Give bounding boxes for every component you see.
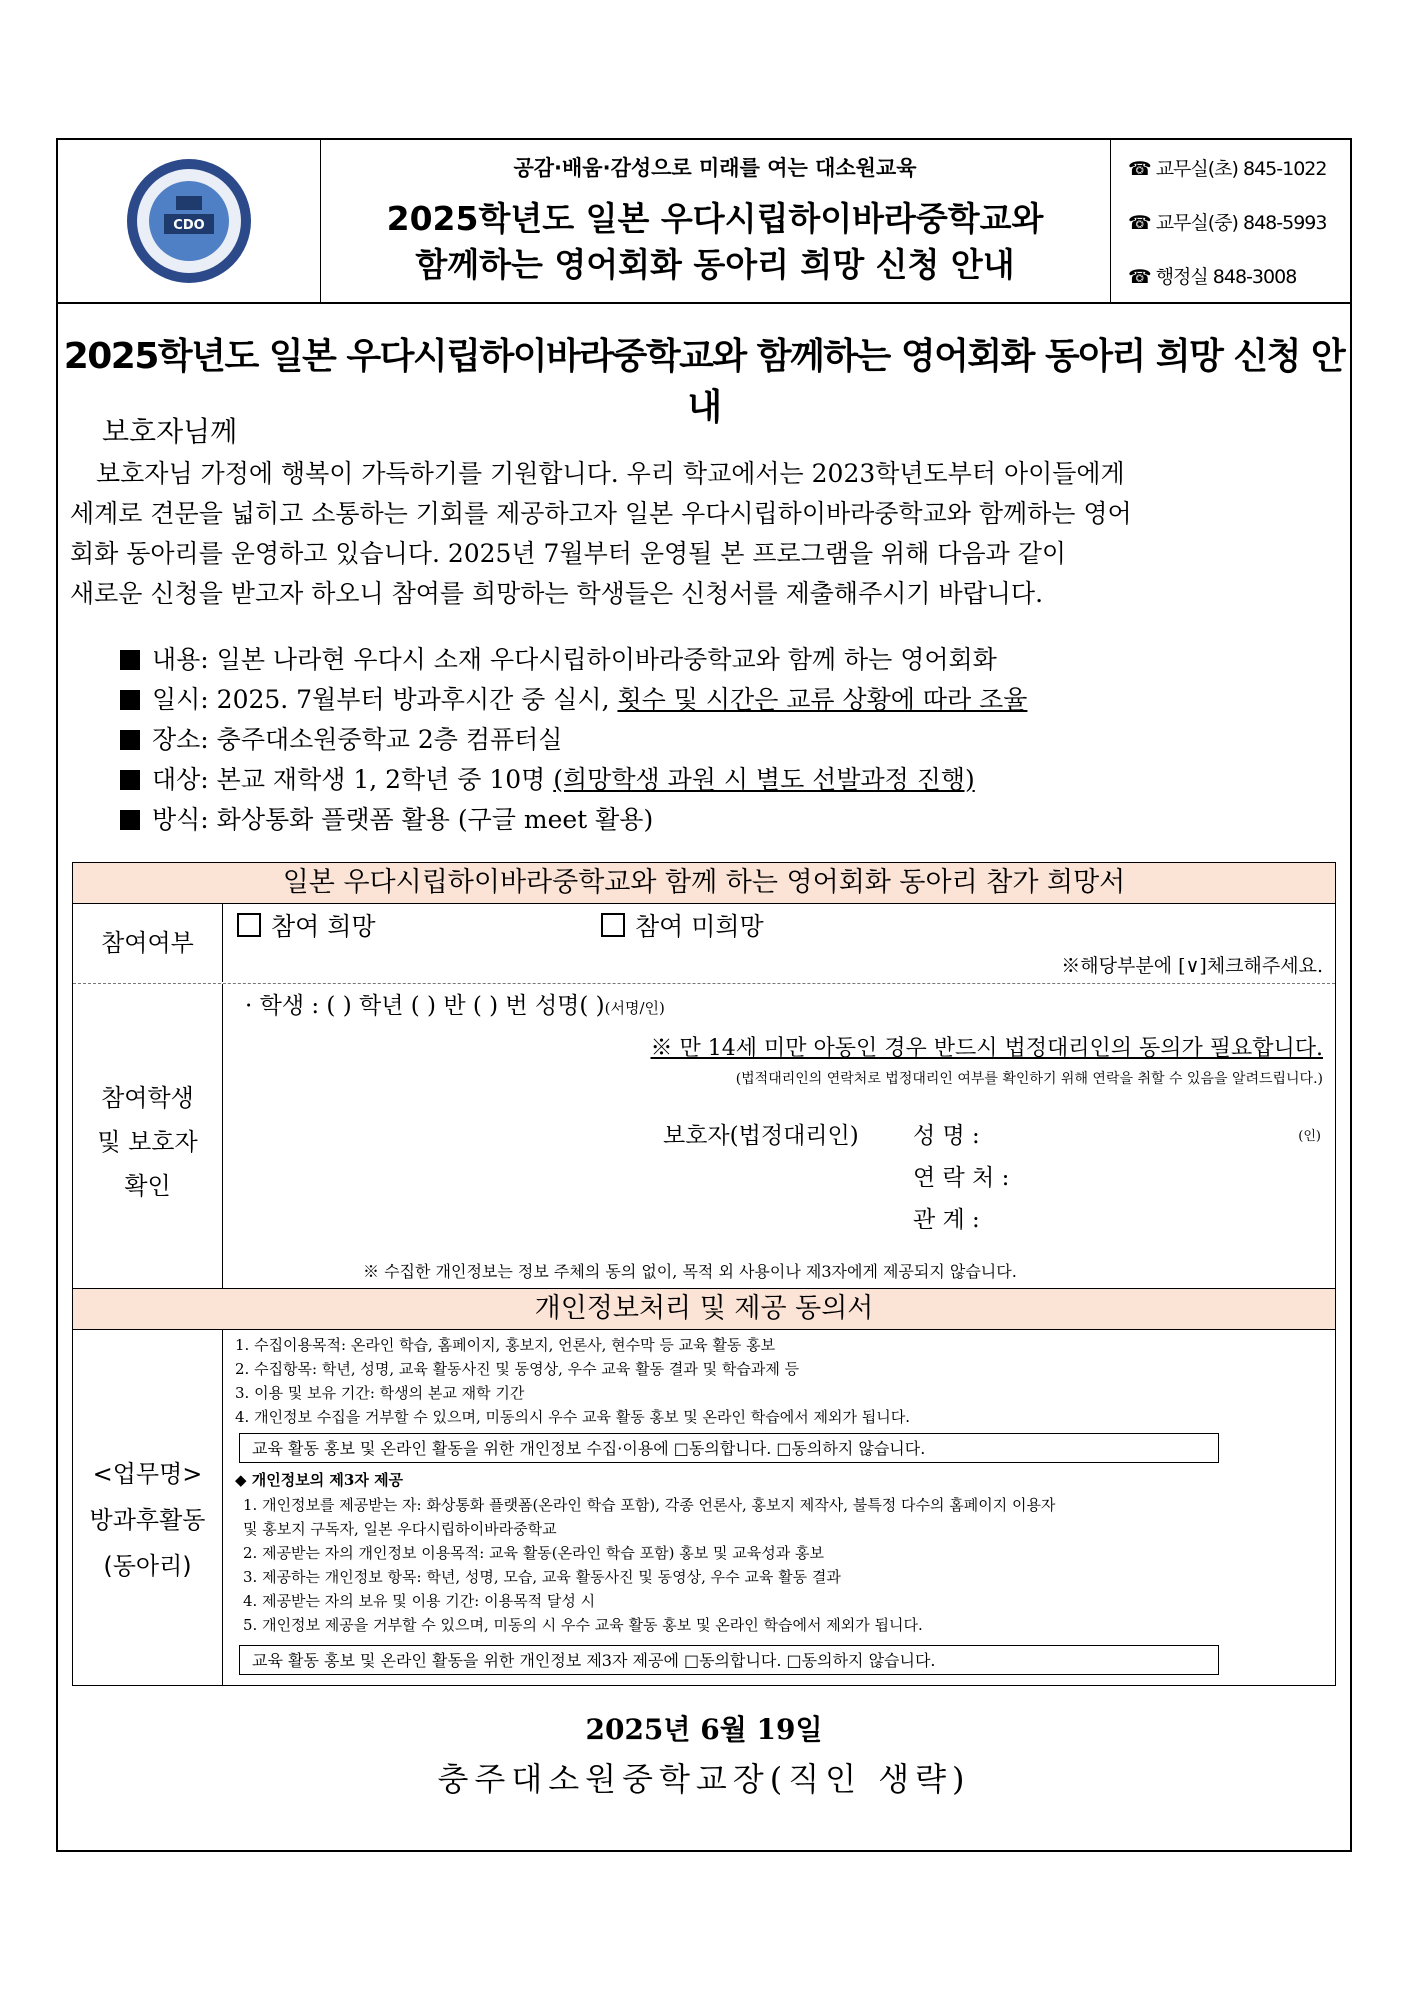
under14-subnote: (법적대리인의 연락처로 법정대리인 여부를 확인하기 위해 연락을 취할 수 있음을 알려드립니다.) (735, 1071, 1323, 1087)
school-motto: 공감·배움·감성으로 미래를 여는 대소원교육 (513, 156, 917, 180)
principal-signature: 충주대소원중학교장(직인 생략) (437, 1760, 971, 1798)
confirm-label-line: 및 보호자 (97, 1128, 198, 1156)
option-label: 참여 희망 (271, 912, 376, 941)
consent-collect-box[interactable]: 교육 활동 홍보 및 온라인 활동을 위한 개인정보 수집·이용에 □동의합니다. □동의하지 않습니다. (239, 1433, 1219, 1463)
collect-item: 1. 수집이용목적: 온라인 학습, 홈페이지, 홍보지, 언론사, 현수막 등 교육 활동 홍보 (235, 1336, 776, 1354)
page-title: 2025학년도 일본 우다시립하이바라중학교와 함께하는 영어회화 동아리 희망 신청 안내 (63, 336, 1345, 428)
square-bullet-icon (120, 770, 140, 790)
third-party-item: 3. 제공하는 개인정보 항목: 학년, 성명, 모습, 교육 활동사진 및 동영상, 우수 교육 활동 결과 (243, 1568, 841, 1586)
greeting: 보호자님께 (102, 415, 238, 448)
contact-cell (1110, 140, 1350, 302)
phone-elementary: ☎ 교무실(초) 845-1022 (1128, 158, 1327, 180)
logo-cell (58, 140, 321, 302)
square-bullet-icon (120, 810, 140, 830)
sign-hint: (서명/인) (604, 999, 665, 1017)
letterhead-title-cell (320, 140, 1111, 302)
third-party-item: 1. 개인정보를 제공받는 자: 화상통화 플랫폼(온라인 학습 포함), 각종 언론사, 홍보지 제작사, 불특정 다수의 홈페이지 이용자 (243, 1496, 1056, 1514)
intro-line: 새로운 신청을 받고자 하오니 참여를 희망하는 학생들은 신청서를 제출해주시기 바랍니다. (70, 579, 1044, 608)
intro-line: 회화 동아리를 운영하고 있습니다. 2025년 7월부터 운영될 본 프로그램을 위해 다음과 같이 (70, 539, 1066, 568)
square-bullet-icon (120, 690, 140, 710)
student-info-line[interactable] (245, 987, 665, 1020)
document-frame (56, 138, 1352, 1852)
bullet-schedule (120, 680, 1027, 716)
work-label-line: (동아리) (103, 1552, 192, 1580)
bullet-text: 일시: 2025. 7월부터 방과후시간 중 실시, (152, 685, 618, 714)
bullet-text: 방식: 화상통화 플랫폼 활용 (구글 meet 활용) (152, 805, 654, 834)
third-party-item: 5. 개인정보 제공을 거부할 수 있으며, 미동의 시 우수 교육 활동 홍보 및 온라인 학습에서 제외가 됩니다. (243, 1616, 923, 1634)
third-party-item: 4. 제공받는 자의 보유 및 이용 기간: 이용목적 달성 시 (243, 1592, 596, 1610)
guardian-relation-field[interactable]: 관 계 : (913, 1207, 980, 1233)
third-party-items (243, 1493, 1055, 1637)
guardian-seal: (인) (1298, 1129, 1321, 1144)
participation-label: 참여여부 (73, 904, 223, 982)
school-logo (124, 156, 254, 286)
collect-item: 4. 개인정보 수집을 거부할 수 있으며, 미동의시 우수 교육 활동 홍보 및 온라인 학습에서 제외가 됩니다. (235, 1408, 910, 1426)
consent-third-party-box[interactable]: 교육 활동 홍보 및 온라인 활동을 위한 개인정보 제3자 제공에 □동의합니다. □동의하지 않습니다. (239, 1645, 1219, 1675)
intro-paragraph (70, 454, 1332, 614)
bullet-place (120, 720, 562, 756)
confirm-label (73, 984, 223, 1288)
work-label-line: <업무명> (92, 1460, 203, 1488)
confirm-label-line: 참여학생 (101, 1084, 194, 1112)
guardian-name-field[interactable]: 성 명 : (913, 1123, 980, 1149)
letterhead-title (320, 196, 1110, 288)
option-no[interactable] (601, 907, 764, 943)
collect-item: 2. 수집항목: 학년, 성명, 교육 활동사진 및 동영상, 우수 교육 활동 결과 및 학습과제 등 (235, 1360, 800, 1378)
option-label: 참여 미희망 (635, 912, 764, 941)
letterhead (58, 140, 1350, 304)
collect-item: 3. 이용 및 보유 기간: 학생의 본교 재학 기간 (235, 1384, 525, 1402)
guardian-phone-field[interactable]: 연 락 처 : (913, 1165, 1010, 1191)
third-party-title: ◆ 개인정보의 제3자 제공 (235, 1471, 404, 1489)
check-note: ※해당부분에 [∨]체크해주세요. (1061, 955, 1323, 977)
bullet-text-underlined: (희망학생 과원 시 별도 선발과정 진행) (553, 765, 975, 794)
form-title: 일본 우다시립하이바라중학교와 함께 하는 영어회화 동아리 참가 희망서 (73, 863, 1335, 904)
phone-middle: ☎ 교무실(중) 848-5993 (1128, 212, 1327, 234)
logo-text: CDO (173, 218, 205, 233)
confirm-label-line: 확인 (124, 1172, 171, 1200)
student-info-text: · 학생 : ( ) 학년 ( ) 반 ( ) 번 성명( ) (245, 993, 605, 1019)
square-bullet-icon (120, 730, 140, 750)
bullet-text: 장소: 충주대소원중학교 2층 컴퓨터실 (152, 725, 563, 754)
collect-items (235, 1333, 910, 1429)
privacy-note: ※ 수집한 개인정보는 정보 주체의 동의 없이, 목적 외 사용이나 제3자에게 제공되지 않습니다. (363, 1262, 1017, 1281)
bullet-method (120, 800, 653, 836)
bullet-text: 내용: 일본 나라현 우다시 소재 우다시립하이바라중학교와 함께 하는 영어회화 (152, 645, 997, 674)
bullet-content (120, 640, 997, 676)
third-party-item: 및 홍보지 구독자, 일본 우다시립하이바라중학교 (243, 1520, 557, 1538)
bullet-target (120, 760, 975, 796)
phone-admin: ☎ 행정실 848-3008 (1128, 266, 1297, 288)
bullet-text: 대상: 본교 재학생 1, 2학년 중 10명 (152, 765, 554, 794)
checkbox-icon[interactable] (601, 913, 625, 937)
divider (73, 983, 1335, 984)
under14-note: ※ 만 14세 미만 아동인 경우 반드시 법정대리인의 동의가 필요합니다. (650, 1036, 1323, 1061)
third-party-item: 2. 제공받는 자의 개인정보 이용목적: 교육 활동(온라인 학습 포함) 홍보 및 교육성과 홍보 (243, 1544, 824, 1562)
application-form (72, 862, 1336, 1686)
checkbox-icon[interactable] (237, 913, 261, 937)
letterhead-title-line1: 2025학년도 일본 우다시립하이바라중학교와 (386, 199, 1044, 238)
intro-line: 보호자님 가정에 행복이 가득하기를 기원합니다. 우리 학교에서는 2023학년도부터 아이들에게 (96, 459, 1125, 488)
work-label (73, 1329, 223, 1685)
square-bullet-icon (120, 650, 140, 670)
intro-line: 세계로 견문을 넓히고 소통하는 기회를 제공하고자 일본 우다시립하이바라중학교와 함께하는 영어 (70, 499, 1132, 528)
guardian-label: 보호자(법정대리인) (663, 1123, 859, 1149)
issue-date: 2025년 6월 19일 (585, 1713, 823, 1746)
work-label-line: 방과후활동 (89, 1506, 206, 1534)
bullet-text-underlined: 횟수 및 시간은 교류 상황에 따라 조율 (617, 685, 1028, 714)
letterhead-title-line2: 함께하는 영어회화 동아리 희망 신청 안내 (415, 245, 1015, 284)
consent-title: 개인정보처리 및 제공 동의서 (73, 1288, 1335, 1330)
option-yes[interactable] (237, 907, 376, 943)
